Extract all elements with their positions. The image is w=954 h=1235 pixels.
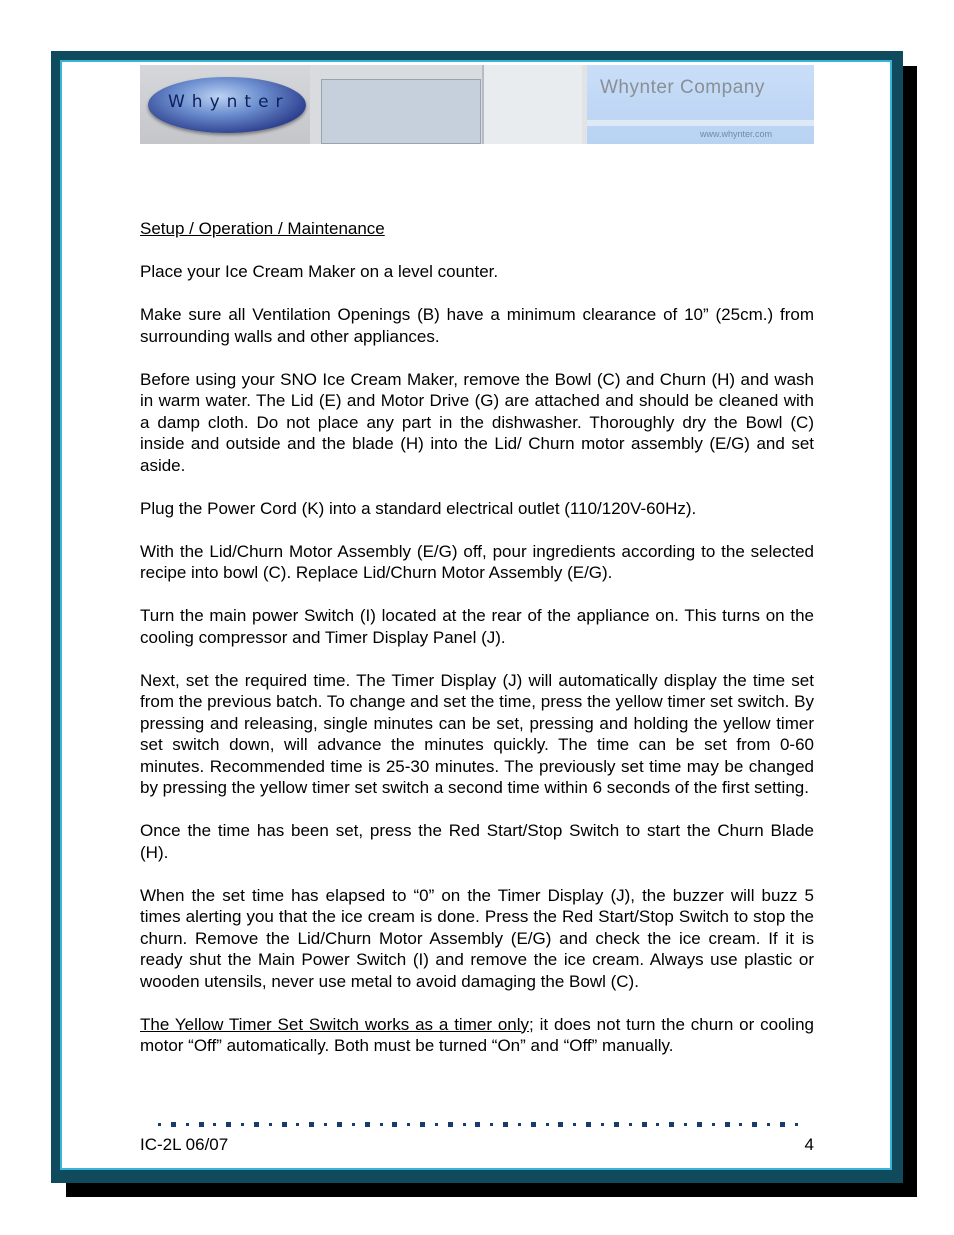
logo-text: Whynter [168,92,290,112]
paragraph: Plug the Power Cord (K) into a standard electrical outlet (110/120V-60Hz). [140,498,697,518]
header-banner [140,65,814,144]
company-band [587,120,814,126]
banner-panel-box [321,79,481,144]
dotted-divider [158,1119,798,1129]
final-paragraph [140,1014,814,1057]
paragraph: Once the time has been set, press the Red Start/Stop Switch to start the Churn Blade (H). [140,821,814,862]
banner-strip [483,65,582,144]
paragraph: Place your Ice Cream Maker on a level counter. [140,262,499,281]
banner-divider [482,65,484,144]
underlined-note: The Yellow Timer Set Switch works as a timer only [140,1014,530,1034]
paragraph: With the Lid/Churn Motor Assembly (E/G) off, pour ingredients according to the selected recipe into bowl (C). Replace Lid/Churn Motor Assembly (E/G). [140,541,814,582]
paragraph: Turn the main power Switch (I) located at the rear of the appliance on. This turns on the cooling compressor and Timer Display Panel (J). [140,606,814,647]
document-body [140,218,814,1078]
logo-area [140,65,310,144]
paragraph: When the set time has elapsed to “0” on the Timer Display (J), the buzzer will buzz 5 times alerting you that the ice cream is done. Press the Red Start/Stop Switch to stop the churn. Remove the Lid/Churn Motor Assembly (E/G) and check the ice cream. If it is ready shut the Main Power Switch (I) and remove the ice cream. Always use plastic or wooden utensils, never use metal to avoid damaging the Bowl (C). [140,885,814,991]
company-name: Whynter Company [600,77,765,98]
paragraph: Before using your SNO Ice Cream Maker, remove the Bowl (C) and Churn (H) and wash in warm water. The Lid (E) and Motor Drive (G) are attached and should be cleaned with a damp cloth. Do not place any part in the dishwasher. Thoroughly dry the Bowl (C) inside and outside and the blade (H) into the Lid/ Churn motor assembly (E/G) and set aside. [140,369,814,475]
paragraph: Make sure all Ventilation Openings (B) have a minimum clearance of 10” (25cm.) from surrounding walls and other appliances. [140,305,814,346]
paragraph: Next, set the required time. The Timer Display (J) will automatically display the time set from the previous batch. To change and set the time, press the yellow timer set switch. By pressing and releasing, single minutes can be set, pressing and holding the yellow timer set switch down, will advance the minutes quickly. The time can be set from 0-60 minutes. Recommended time is 25-30 minutes. The previously set time may be changed by pressing the yellow timer set switch a second time within 6 seconds of the first setting. [140,670,814,797]
doc-code: IC-2L 06/07 [140,1135,229,1154]
company-url: www.whynter.com [700,129,773,139]
page-number: 4 [804,1135,814,1154]
section-heading: Setup / Operation / Maintenance [140,219,385,238]
note-rest: ; it does not turn the churn or cooling motor “Off” automatically. Both must be turned “On” and “Off” manually. [140,1014,814,1055]
